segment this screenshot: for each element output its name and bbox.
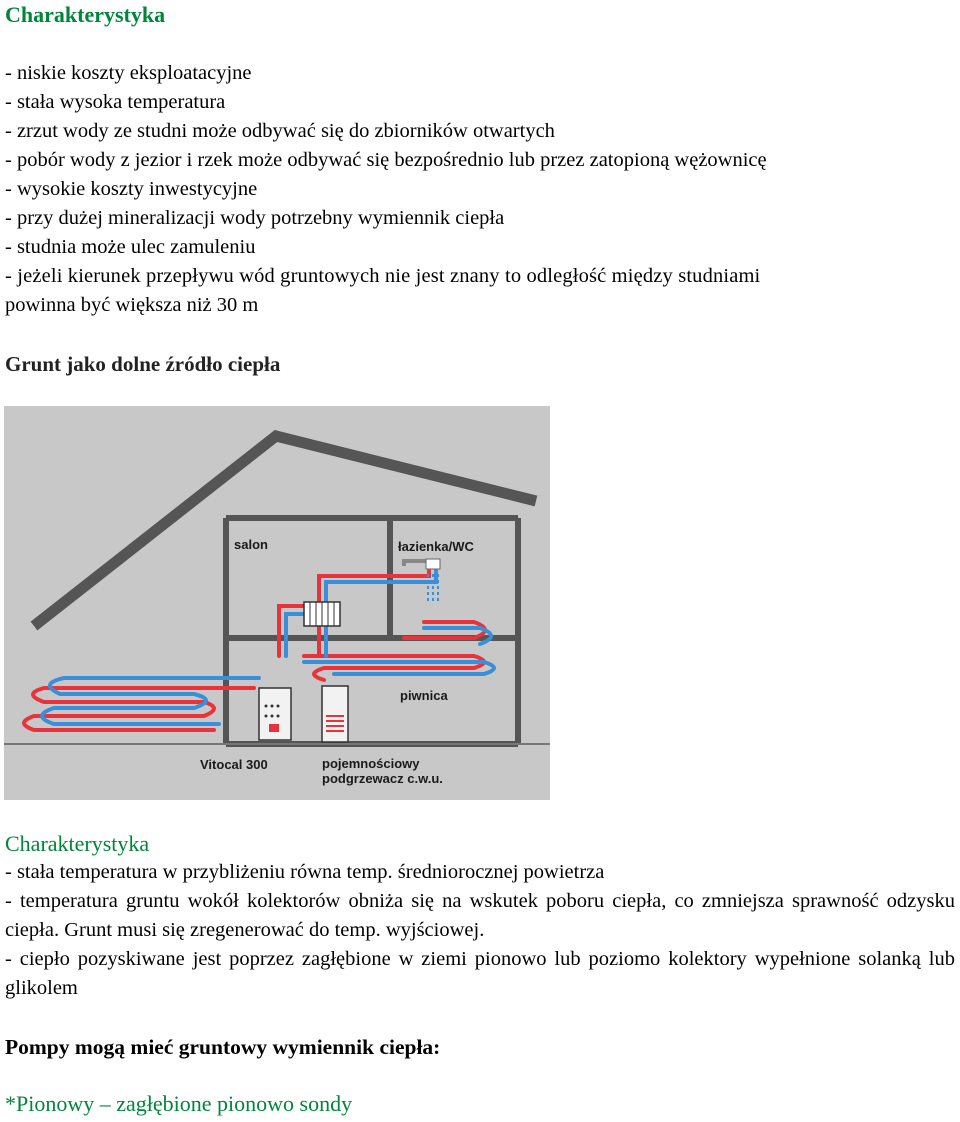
section-title-characteristics-2: Charakterystyka [5,831,150,856]
list-item: - wysokie koszty inwestycyjne [5,178,258,200]
heat-pump-unit-icon [259,688,291,740]
list-item: - niskie koszty eksploatacyjne [5,62,252,84]
list-item: - zrzut wody ze studni może odbywać się do zbiorników otwartych [5,120,555,142]
label-unit: Vitocal 300 [200,757,268,772]
section-heading-pumps: Pompy mogą mieć gruntowy wymiennik ciepła: [5,1035,441,1059]
label-tank-line1: pojemnościowy [322,756,420,771]
label-bathroom: łazienka/WC [398,539,474,554]
radiator-icon [304,602,340,626]
section-title-characteristics: Charakterystyka [5,2,166,27]
characteristics-list [5,59,767,320]
list-item: - przy dużej mineralizacji wody potrzebny wymiennik ciepła [5,207,505,229]
heat-pump-diagram [4,406,550,800]
vertical-item: *Pionowy – zagłębione pionowo sondy [5,1091,353,1116]
paragraph-3: - ciepło pozyskiwane jest poprzez zagłębione w ziemi pionowo lub poziomo kolektory wypełnione solanką lub glikolem [5,948,955,999]
label-basement: piwnica [400,688,448,703]
list-item: powinna być większa niż 30 m [5,294,259,316]
label-tank-line2: podgrzewacz c.w.u. [322,771,443,786]
section-heading-ground-source: Grunt jako dolne źródło ciepła [5,352,281,376]
label-salon: salon [234,537,268,552]
paragraph-2: - temperatura gruntu wokół kolektorów obniża się na wskutek poboru ciepła, co zmniejsza sprawność odzysku ciepła. Grunt musi się zregenerować do temp. wyjściowej. [5,890,955,941]
list-item: - pobór wody z jezior i rzek może odbywać się bezpośrednio lub przez zatopioną wężownicę [5,149,767,171]
list-item: - stała wysoka temperatura [5,91,226,113]
paragraph-1: - stała temperatura w przybliżeniu równa temp. średniorocznej powietrza [5,861,605,883]
list-item: - studnia może ulec zamuleniu [5,236,256,258]
diagram-background [4,406,550,800]
list-item: - jeżeli kierunek przepływu wód gruntowych nie jest znany to odległość między studniami [5,265,761,287]
water-tank-icon [322,686,348,742]
